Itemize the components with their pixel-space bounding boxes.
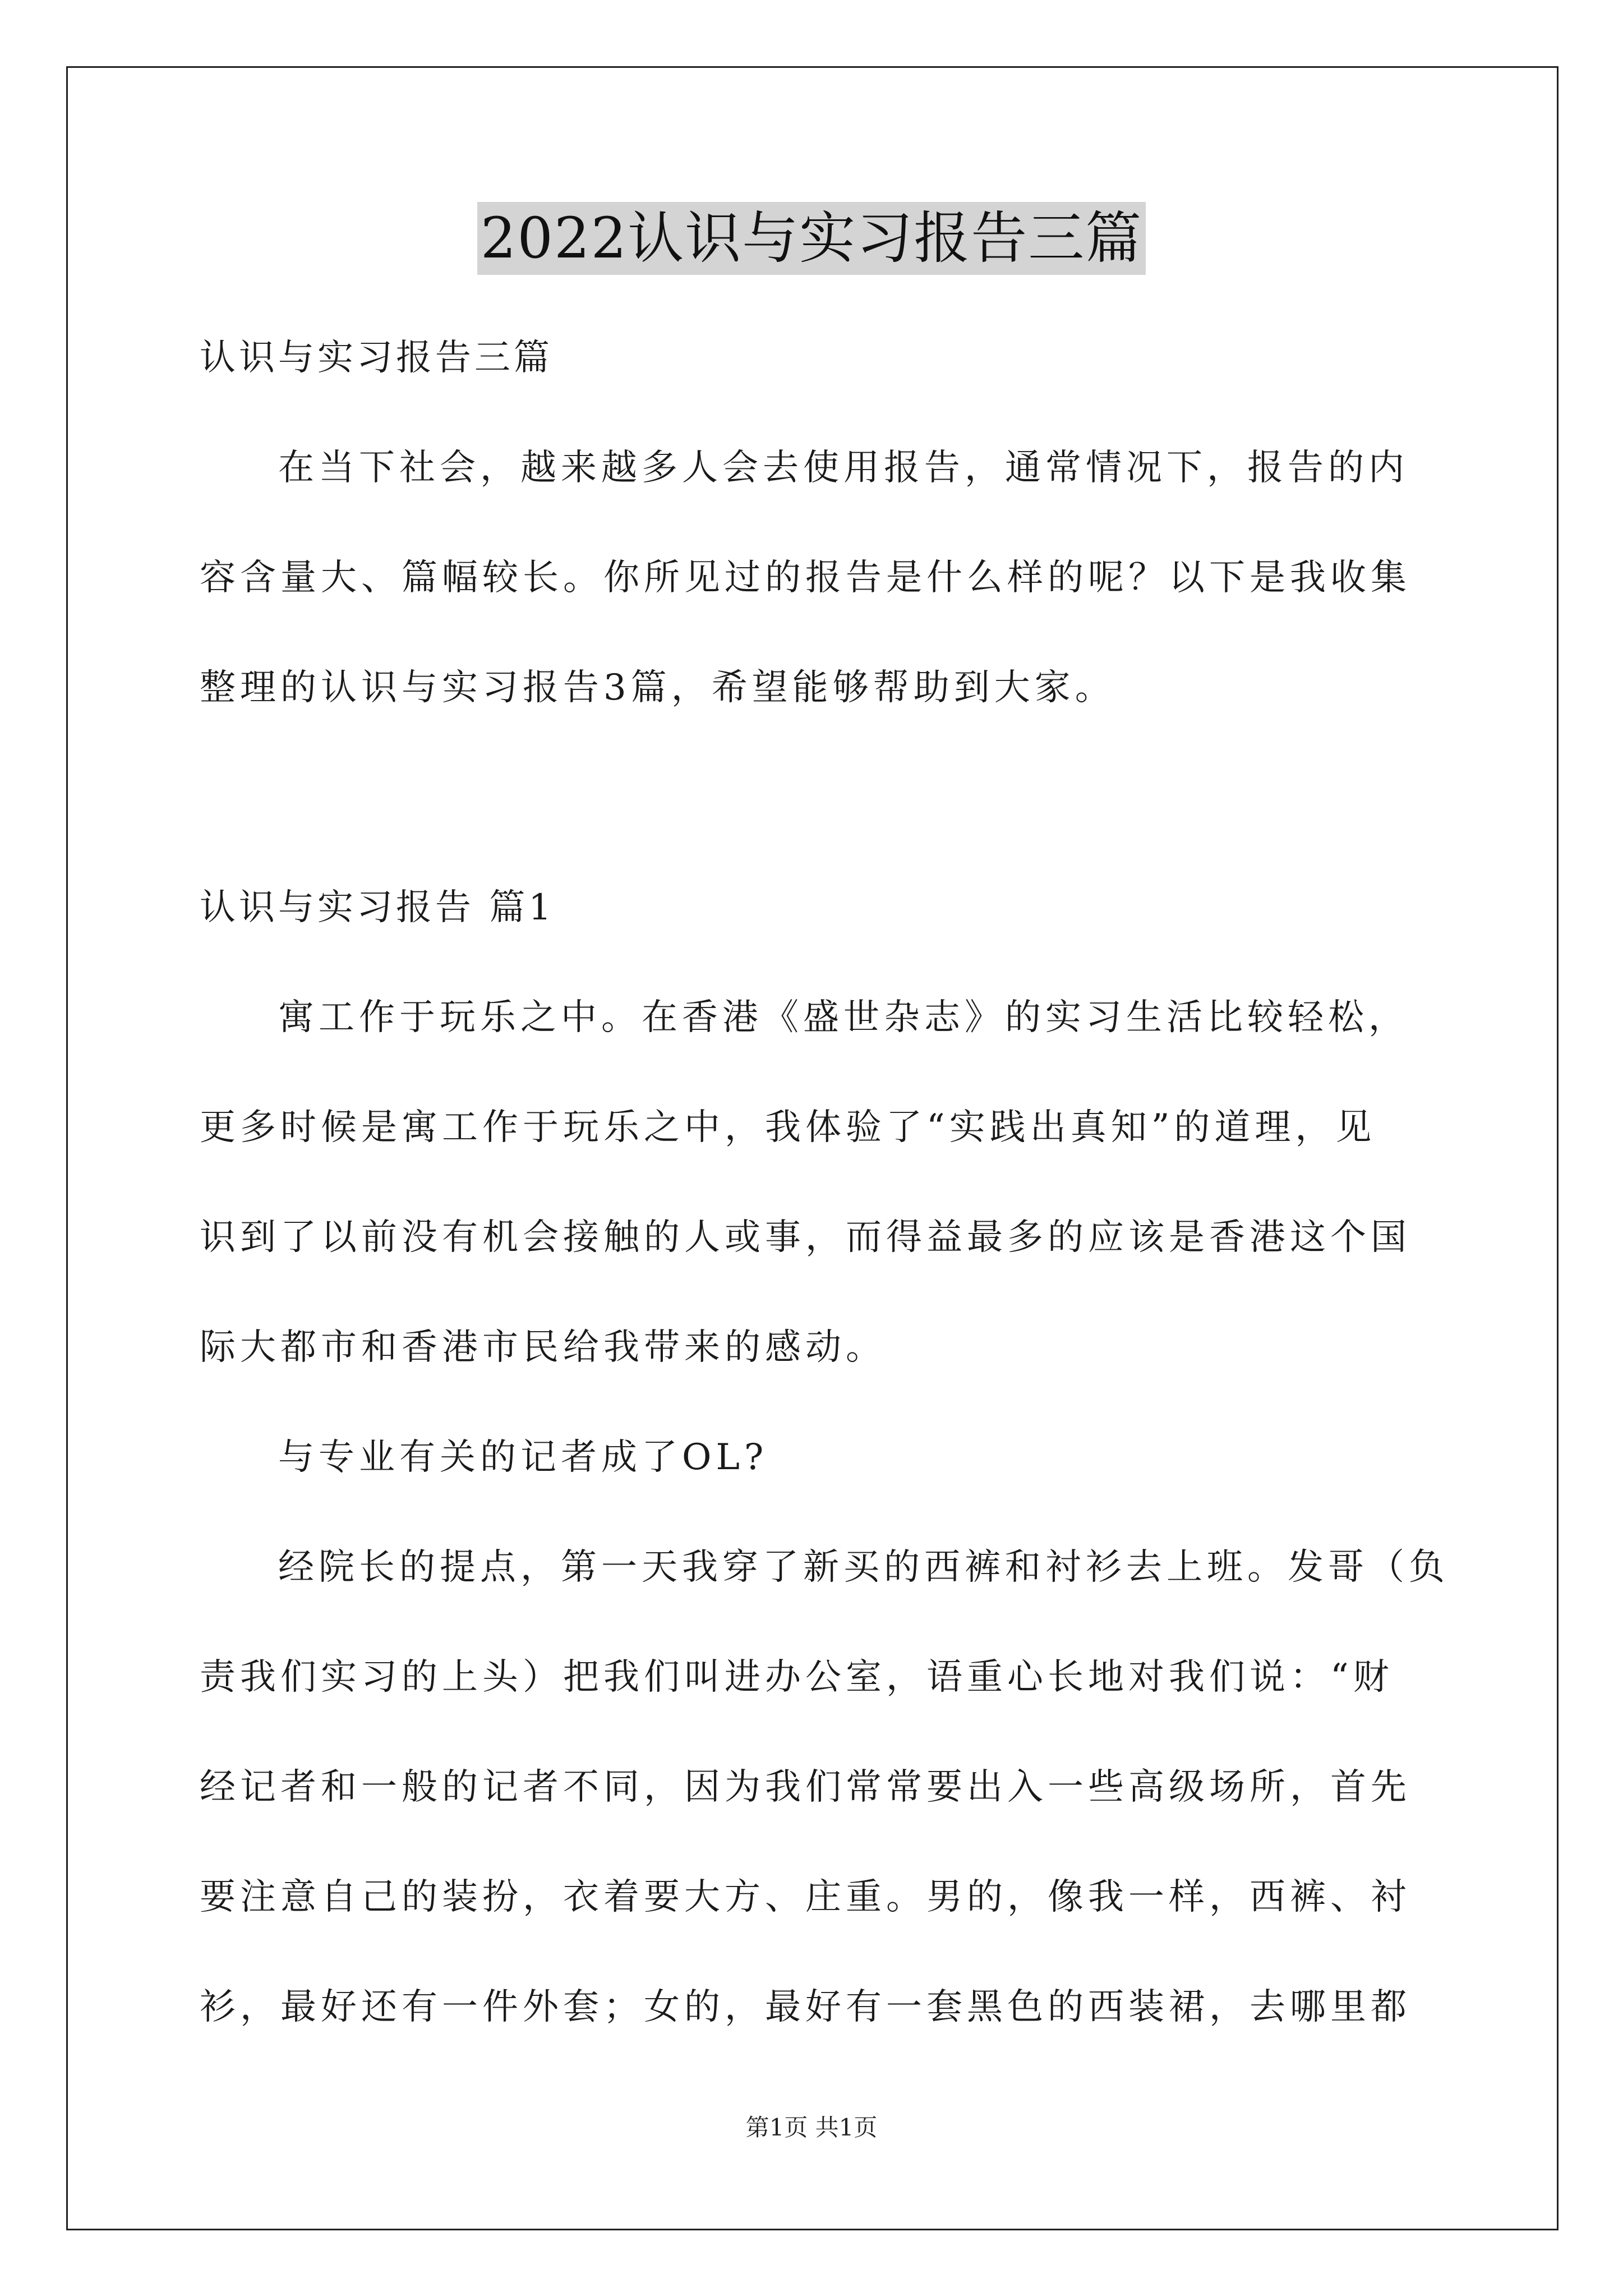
paragraph-line: 更多时候是寓工作于玩乐之中，我体验了“实践出真知”的道理，见 (200, 1107, 1376, 1148)
intro-line: 在当下社会，越来越多人会去使用报告，通常情况下，报告的内 (278, 447, 1409, 489)
title-container (0, 202, 1623, 275)
paragraph-line: 际大都市和香港市民给我带来的感动。 (200, 1327, 886, 1368)
intro-line: 容含量大、篇幅较长。你所见过的报告是什么样的呢？以下是我收集 (200, 557, 1411, 599)
document-body (200, 303, 1449, 2062)
paragraph-gap (200, 743, 1422, 853)
paragraph-line: 要注意自己的装扮，衣着要大方、庄重。男的，像我一样，西裤、衬 (200, 1876, 1411, 1918)
paragraph-line: 识到了以前没有机会接触的人或事，而得益最多的应该是香港这个国 (200, 1217, 1411, 1258)
section-heading: 认识与实习报告 篇1 (200, 887, 555, 928)
paragraph-line: 经记者和一般的记者不同，因为我们常常要出入一些高级场所，首先 (200, 1766, 1411, 1808)
paragraph-line: 寓工作于玩乐之中。在香港《盛世杂志》的实习生活比较轻松， (278, 997, 1409, 1038)
document-title: 2022认识与实习报告三篇 (477, 202, 1146, 275)
document-subtitle: 认识与实习报告三篇 (200, 337, 553, 379)
paragraph-line: 与专业有关的记者成了OL? (278, 1437, 768, 1478)
paragraph-line: 衫，最好还有一件外套；女的，最好有一套黑色的西装裙，去哪里都 (200, 1986, 1411, 2028)
intro-line: 整理的认识与实习报告3篇，希望能够帮助到大家。 (200, 667, 1115, 708)
page-footer: 第1页 共1页 (745, 2114, 878, 2141)
paragraph-line: 经院长的提点，第一天我穿了新买的西裤和衬衫去上班。发哥（负 (278, 1547, 1449, 1588)
paragraph-line: 责我们实习的上头）把我们叫进办公室，语重心长地对我们说：“财 (200, 1657, 1394, 1698)
